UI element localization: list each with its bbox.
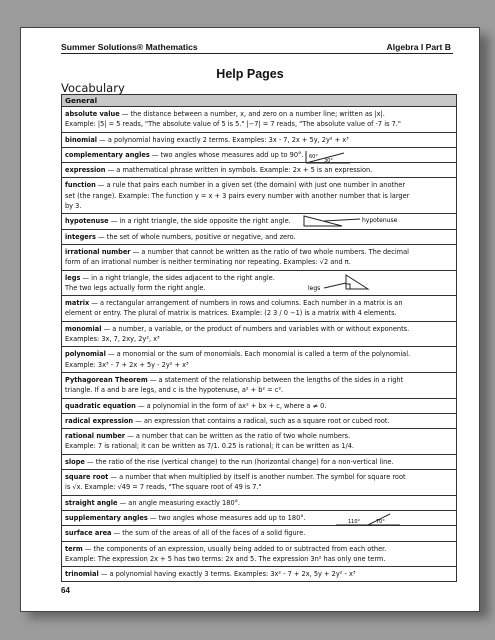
vocab-definition: Examples: 3x, 7, 2xy, 2y², x³: [65, 335, 160, 344]
vocab-figure: [302, 271, 372, 293]
vocab-term: hypotenuse: [65, 217, 109, 226]
vocab-definition: — an expression that contains a radical, such as a square root or cubed root.: [133, 416, 390, 425]
vocab-row: [62, 429, 456, 455]
vocab-term: rational number: [65, 432, 126, 441]
vocab-line: [65, 569, 453, 579]
vocab-row: [62, 245, 456, 271]
vocab-definition: — a polynomial having exactly 2 terms. Examples: 3x - 7, 2x + 5y, 2y² + x³: [97, 135, 349, 144]
vocab-row: [62, 470, 456, 496]
header-rule: [61, 53, 453, 54]
vocab-term: trinomial: [65, 570, 99, 579]
vocab-definition: element or entry. The plural of matrix is matrices. Example: (2 3 / 0 −1) is a matrix with 4 elements.: [65, 309, 397, 318]
vocab-term: Pythagorean Theorem: [65, 375, 148, 384]
vocab-definition: triangle. If a and b are legs, and c is the hypotenuse, a² + b² = c².: [65, 386, 284, 395]
section-heading: Vocabulary: [61, 81, 125, 95]
vocab-row: [62, 414, 456, 429]
vocab-row: [62, 347, 456, 373]
vocab-row: [62, 526, 456, 541]
vocab-definition: set (the range). Example: The function y = x + 3 pairs every number with another number that is larger: [65, 191, 410, 200]
vocab-row: [62, 163, 456, 178]
vocab-row: [62, 399, 456, 414]
vocab-line: [65, 109, 453, 119]
angle-label: 60°: [309, 153, 318, 160]
hypotenuse-label: hypotenuse: [362, 217, 398, 225]
vocab-line: [65, 431, 453, 441]
page-title: Help Pages: [216, 67, 284, 81]
vocab-definition: The two legs actually form the right angle.: [65, 283, 206, 292]
vocab-definition: — in a right triangle, the sides adjacent to the right angle.: [80, 273, 275, 282]
vocab-definition: — a rectangular arrangement of numbers in rows and columns. Each number in a matrix is an: [89, 299, 403, 308]
vocab-line: [65, 360, 453, 370]
vocab-row: [62, 373, 456, 399]
vocab-line: [65, 528, 453, 538]
vocab-line: [65, 180, 453, 190]
vocab-definition: Example: 7 is rational; it can be written as 7/1. 0.25 is rational; it can be written as 1/4.: [65, 442, 354, 451]
vocab-line: [65, 472, 453, 482]
vocab-term: binomial: [65, 135, 98, 144]
vocab-row: [62, 322, 456, 348]
vocab-line: [65, 283, 453, 293]
vocab-definition: Example: 3x³ - 7 + 2x + 5y - 2y² + x³: [65, 360, 189, 369]
vocab-row: [62, 271, 456, 297]
vocab-row: [62, 107, 456, 133]
vocab-definition: — a polynomial in the form of ax² + bx + c, where a ≠ 0.: [135, 401, 327, 410]
vocab-term: term: [65, 544, 83, 553]
vocab-line: [65, 401, 453, 411]
vocab-definition: by 3.: [65, 202, 82, 211]
vocab-line: [65, 135, 453, 145]
vocab-line: [65, 375, 453, 385]
vocab-line: [65, 191, 453, 201]
vocab-definition: — a mathematical phrase written in symbols. Example: 2x + 5 is an expression.: [105, 166, 373, 175]
vocab-line: [65, 232, 453, 242]
angle-label: 30°: [324, 157, 333, 164]
vocab-definition: — a polynomial having exactly 3 terms. Examples: 3x² - 7 + 2x, 5y + 2y² - x³: [98, 570, 356, 579]
vocab-term: integers: [65, 232, 96, 241]
vocab-line: [65, 457, 453, 467]
vocab-row: [62, 133, 456, 148]
vocab-line: [65, 498, 453, 508]
vocab-term: polynomial: [65, 350, 106, 359]
vocab-row: [62, 214, 456, 229]
vocab-term: legs: [65, 273, 81, 282]
vocab-term: expression: [65, 166, 106, 175]
vocab-line: [65, 201, 453, 211]
vocabulary-rows: [62, 107, 456, 581]
vocab-term: absolute value: [65, 110, 120, 118]
vocabulary-table: [61, 94, 457, 582]
vocab-term: straight angle: [65, 498, 118, 507]
vocab-line: [65, 334, 453, 344]
vocab-definition: — a number that when multiplied by itself is another number. The symbol for square root: [108, 473, 406, 482]
vocab-term: complementary angles: [65, 150, 150, 159]
vocab-definition: Example: |5| = 5 reads, "The absolute value of 5 is 5." |−7| = 7 reads, "The absolute value of -7 is 7.": [65, 120, 401, 129]
vocab-term: function: [65, 181, 96, 190]
document-page: [20, 27, 480, 612]
vocab-line: [65, 257, 453, 267]
vocab-definition: — a statement of the relationship between the lengths of the sides in a right: [147, 375, 404, 384]
vocab-definition: — the components of an expression, usually being added to or subtracted from each other.: [82, 544, 387, 553]
vocab-term: slope: [65, 457, 85, 466]
vocab-definition: — a number that can be written as the ratio of two whole numbers.: [125, 432, 351, 441]
vocab-definition: — in a right triangle, the side opposite the right angle.: [108, 217, 291, 226]
header-right: Algebra I Part B: [386, 42, 451, 52]
vocab-line: [65, 554, 453, 564]
vocab-line: [65, 165, 453, 175]
vocab-definition: — the ratio of the rise (vertical change) to the run (horizontal change) for a non-vertical line.: [84, 457, 394, 466]
header-left: Summer Solutions® Mathematics: [61, 42, 198, 52]
vocab-line: [65, 308, 453, 318]
angle-label: 70°: [376, 518, 385, 525]
vocab-definition: — an angle measuring exactly 180°.: [117, 498, 241, 507]
vocab-definition: Example: The expression 2x + 5 has two terms: 2x and 5. The expression 3n² has only one term.: [65, 554, 386, 563]
vocab-definition: form of an irrational number is neither terminating nor repeating. Examples: √2 and π.: [65, 258, 351, 267]
vocab-figure: [302, 214, 398, 228]
vocab-term: surface area: [65, 529, 112, 538]
vocab-line: [65, 482, 453, 492]
legs-label: legs: [308, 284, 321, 292]
vocab-line: [65, 298, 453, 308]
vocab-definition: — a monomial or the sum of monomials. Each monomial is called a term of the polynomial.: [105, 350, 411, 359]
vocab-term: monomial: [65, 324, 102, 333]
vocab-line: [65, 544, 453, 554]
vocab-term: matrix: [65, 299, 90, 308]
vocab-definition: — two angles whose measures add up to 90°.: [149, 150, 304, 159]
vocab-definition: — the sum of the areas of all of the faces of a solid figure.: [111, 529, 306, 538]
vocab-row: [62, 496, 456, 511]
vocab-line: [65, 349, 453, 359]
vocab-definition: — the distance between a number, x, and zero on a number line; written as |x|.: [119, 110, 385, 118]
vocab-term: quadratic equation: [65, 401, 136, 410]
vocab-definition: — a number that cannot be written as the ratio of two whole numbers. The decimal: [130, 247, 409, 256]
vocab-row: [62, 178, 456, 214]
vocab-line: [65, 119, 453, 129]
vocab-row: [62, 148, 456, 163]
vocab-line: [65, 324, 453, 334]
vocab-term: square root: [65, 473, 109, 482]
vocab-line: [65, 416, 453, 426]
vocab-line: [65, 385, 453, 395]
table-heading: General: [62, 95, 456, 107]
vocab-definition: is √x. Example: √49 = 7 reads, "The square root of 49 is 7.": [65, 483, 262, 492]
vocab-row: [62, 511, 456, 526]
angle-label: 110°: [348, 518, 361, 525]
vocab-row: [62, 230, 456, 245]
vocab-line: [65, 150, 453, 160]
vocab-row: [62, 296, 456, 322]
page-number: 64: [61, 586, 70, 595]
vocab-definition: — two angles whose measures add up to 180°.: [147, 513, 306, 522]
vocab-definition: — a number, a variable, or the product of numbers and variables with or without exponents.: [101, 324, 410, 333]
vocab-line: [65, 441, 453, 451]
vocab-term: radical expression: [65, 416, 134, 425]
vocab-row: [62, 567, 456, 581]
vocab-definition: — the set of whole numbers, positive or negative, and zero.: [95, 232, 296, 241]
vocab-definition: — a rule that pairs each number in a given set (the domain) with just one number in another: [95, 181, 406, 190]
vocab-line: [65, 273, 453, 283]
vocab-line: [65, 247, 453, 257]
vocab-term: irrational number: [65, 247, 131, 256]
vocab-row: [62, 542, 456, 568]
vocab-term: supplementary angles: [65, 513, 148, 522]
vocab-row: [62, 455, 456, 470]
